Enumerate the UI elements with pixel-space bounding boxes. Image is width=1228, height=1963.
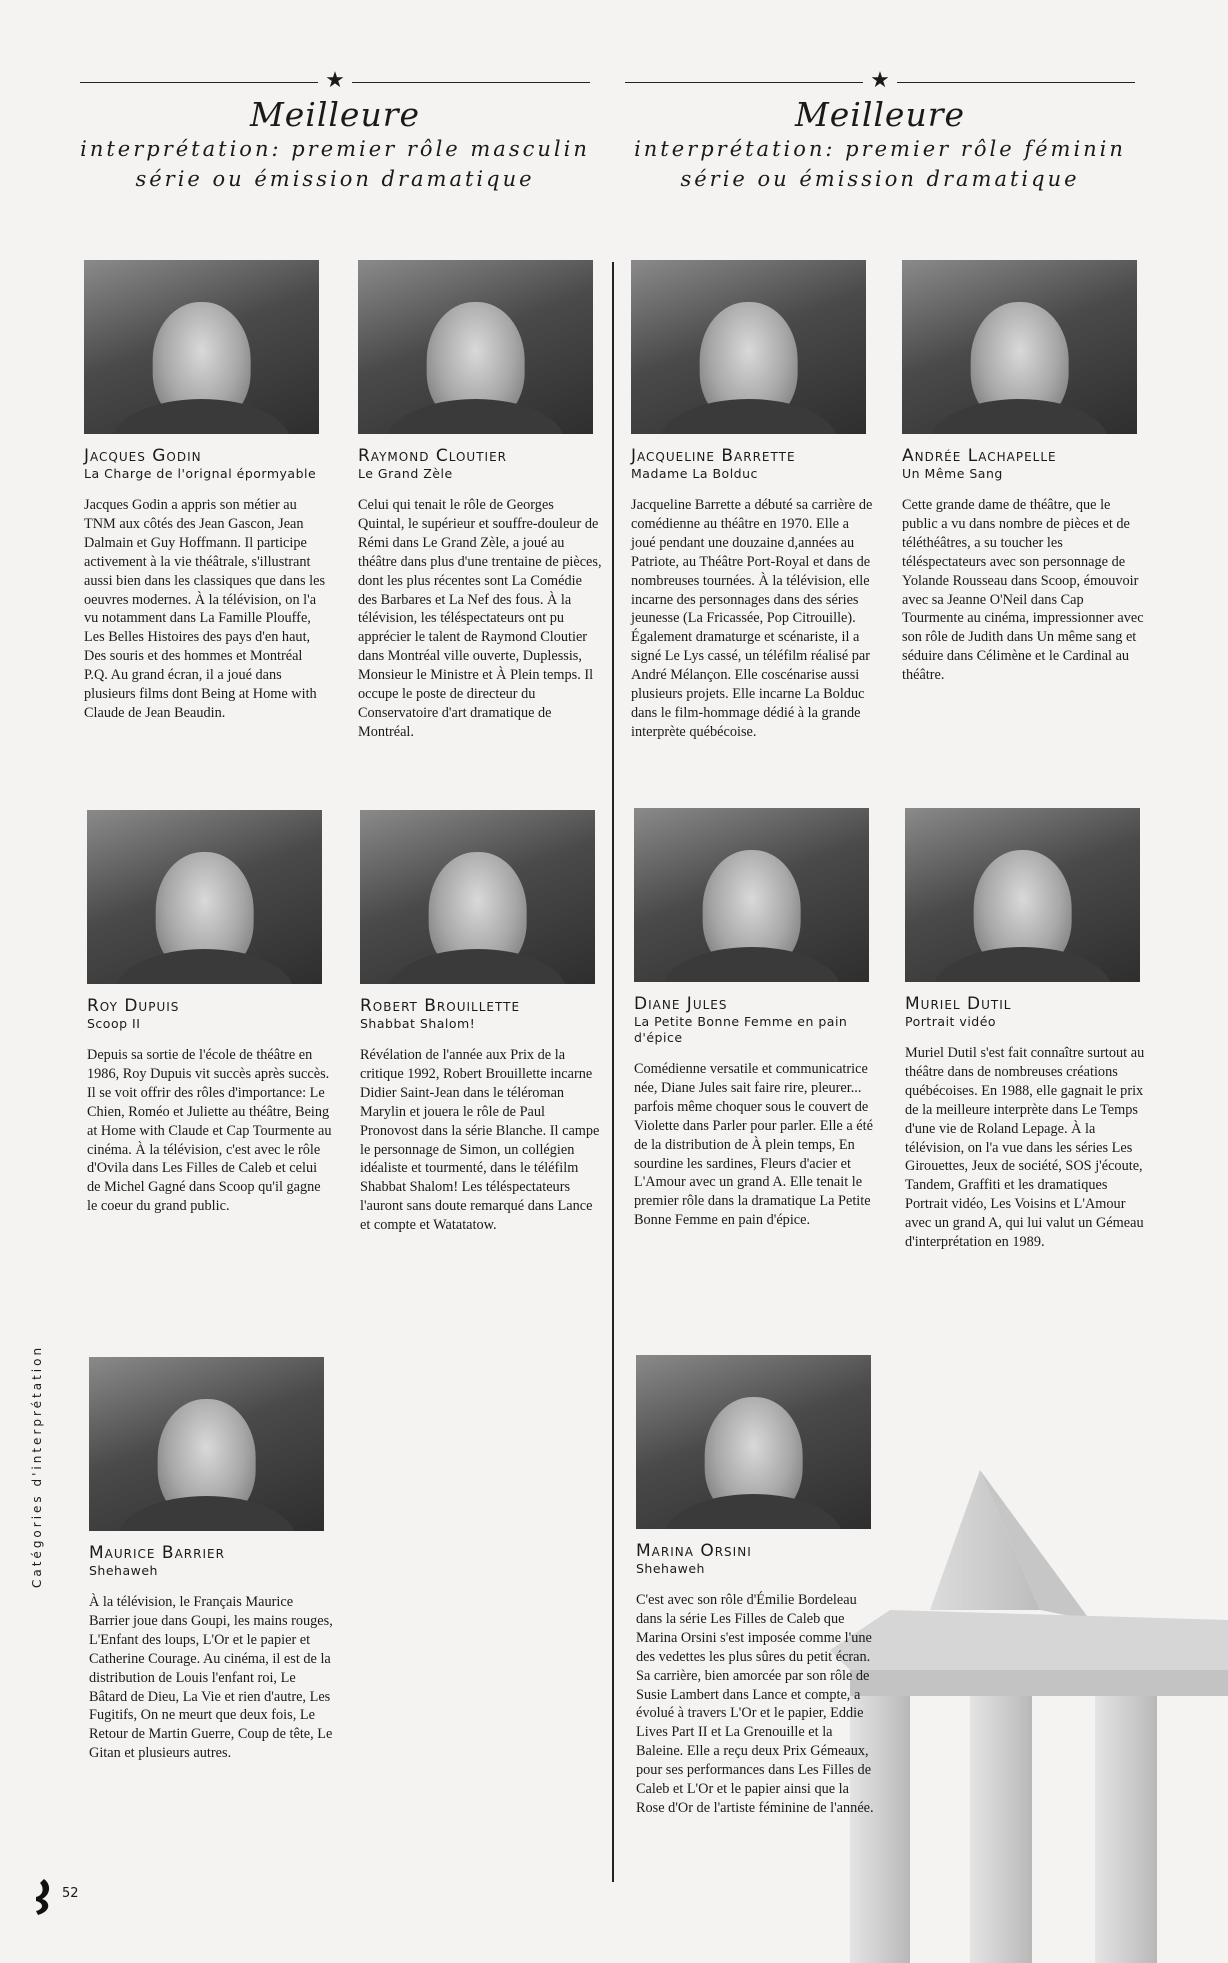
nominee-name: Jacques Godin (84, 446, 202, 466)
nominee-card (902, 260, 1147, 685)
portrait-photo (631, 260, 866, 434)
nominee-bio: Celui qui tenait le rôle de Georges Quintal, le supérieur et souffre-douleur de Rémi dans Le Grand Zèle, a joué au théâtre dans plus d'une trentaine de pièces, dont les plus récentes sont La Comédie des Barbares et La Nef des fous. À la télévision, les téléspectateurs ont pu apprécier le talent de Raymond Cloutier dans Montréal ville ouverte, Duplessis, Monsieur le Ministre et À Plein temps. Il occupe le poste de directeur du Conservatoire d'art dramatique de Montréal. (358, 497, 602, 740)
nominee-show: Le Grand Zèle (358, 466, 453, 481)
section-title: Meilleure (794, 95, 966, 134)
portrait-photo (360, 810, 595, 984)
nominee-name: Muriel Dutil (905, 994, 1012, 1014)
nominee-name: Raymond Cloutier (358, 446, 507, 466)
nominee-bio: Jacqueline Barrette a débuté sa carrière de comédienne au théâtre en 1970. Elle a joué pendant une douzaine d,années au Patriote, au Théâtre Port-Royal et dans de nombreuses tournées. À la télévision, elle incarne des personnages dans des séries jeunesse (La Fricassée, Pop Citrouille). Également dramaturge et scénariste, il a signé Le Lys cassé, un téléfilm réalisé par André Mélançon. Elle coscénarise aussi plusieurs projets. Elle incarne La Bolduc dans le film-hommage dédié à la grande interprète québécoise. (631, 497, 873, 740)
column-divider (612, 262, 614, 1882)
nominee-bio: À la télévision, le Français Maurice Barrier joue dans Goupi, les mains rouges, L'Enfant des loups, L'Or et le papier et Catherine Courage. Au cinéma, il est de la distribution de Louis l'enfant roi, Le Bâtard de Dieu, La Vie et rien d'autre, Les Fugitifs, On ne meurt que deux fois, Le Retour de Martin Guerre, Coup de tête, Le Gitan et plusieurs autres. (89, 1594, 333, 1762)
nominee-bio: Révélation de l'année aux Prix de la critique 1992, Robert Brouillette incarne Didier Saint-Jean dans le téléroman Marylin et jouera le rôle de Paul Pronovost dans la série Blanche. Il campe le personnage de Simon, un collégien idéaliste et tourmenté, dans le téléfilm Shabbat Shalom! Les téléspectateurs l'auront sans doute remarqué dans Lance et compte et Watatatow. (360, 1047, 600, 1234)
nominee-card (631, 260, 876, 742)
side-category-label: Catégories d'interprétation (30, 1344, 44, 1588)
nominee-show: La Petite Bonne Femme en pain d'épice (634, 1014, 848, 1045)
nominee-show: Scoop II (87, 1016, 141, 1031)
portrait-photo (89, 1357, 324, 1531)
nominee-card (634, 808, 879, 1230)
nominee-show: Shabbat Shalom! (360, 1016, 476, 1031)
section-header-male (80, 67, 590, 194)
nominee-bio: Depuis sa sortie de l'école de théâtre en 1986, Roy Dupuis vit succès après succès. Il se voit offrir des rôles d'importance: Le Chien, Roméo et Juliette au théâtre, Being at Home with Claude et Cap Tourmente au cinéma. À la télévision, c'est avec le rôle d'Ovila dans Les Filles de Caleb et celui de Michel Gagné dans Scoop qu'il gagne le coeur du grand public. (87, 1047, 332, 1215)
nominee-show: Shehaweh (89, 1563, 158, 1578)
section-title: Meilleure (249, 95, 421, 134)
nominee-card (87, 810, 332, 1216)
star-icon: ★ (325, 67, 345, 92)
page-number: 52 (62, 1886, 79, 1901)
star-icon: ★ (870, 67, 890, 92)
nominee-bio: C'est avec son rôle d'Émilie Bordeleau dans la série Les Filles de Caleb que Marina Orsini s'est imposée comme l'une des vedettes les plus sûres du petit écran. Sa carrière, bien amorcée par son rôle de Susie Lambert dans Lance et compte, a évolué à travers L'Or et le papier, Eddie Lives Part II et La Grenouille et la Baleine. Elle a reçu deux Prix Gémeaux, pour ses performances dans Les Filles de Caleb et L'Or et le papier ainsi que la Rose d'Or de l'artiste féminine de l'année. (636, 1592, 874, 1816)
nominee-bio: Jacques Godin a appris son métier au TNM aux côtés des Jean Gascon, Jean Dalmain et Guy Hoffmann. Il participe activement à la vie théâtrale, s'illustrant aussi bien dans les classiques que dans les oeuvres modernes. À la télévision, on l'a vu notamment dans La Famille Plouffe, Les Belles Histoires des pays d'en haut, Des souris et des hommes et Montréal P.Q. Au grand écran, il a joué dans plusieurs films dont Being at Home with Claude de Jean Beaudin. (84, 497, 326, 721)
section-mark-icon (30, 1877, 58, 1917)
nominee-name: Jacqueline Barrette (631, 446, 796, 466)
nominee-name: Roy Dupuis (87, 996, 180, 1016)
monument-illustration (830, 1470, 1228, 1963)
nominee-show: Un Même Sang (902, 466, 1003, 481)
portrait-photo (902, 260, 1137, 434)
nominee-name: Maurice Barrier (89, 1543, 225, 1563)
nominee-bio: Cette grande dame de théâtre, que le public a vu dans nombre de pièces et de téléthéâtres, a su toucher les téléspectateurs avec son personnage de Yolande Rousseau dans Scoop, émouvoir avec sa Jeanne O'Neil dans Cap Tourmente au cinéma, impressionner avec son rôle de Judith dans Un même sang et séduire dans Célimène et le Cardinal au théâtre. (902, 497, 1144, 684)
section-subtitle: interprétation: premier rôle féminin (634, 137, 1126, 161)
nominee-name: Marina Orsini (636, 1541, 752, 1561)
nominee-show: La Charge de l'orignal épormyable (84, 466, 317, 481)
nominee-bio: Comédienne versatile et communicatrice née, Diane Jules sait faire rire, pleurer... parfois même choquer sous le couvert de Violette dans Parler pour parler. Elle a été de la distribution de À plein temps, En sourdine les sardines, Fleurs d'acier et L'Amour avec un grand A. Elle tenait le premier rôle dans la dramatique La Petite Bonne Femme en pain d'épice. (634, 1061, 873, 1229)
nominee-card (84, 260, 329, 723)
section-header-female (625, 67, 1135, 194)
nominee-show: Madame La Bolduc (631, 466, 758, 481)
nominee-name: Robert Brouillette (360, 996, 521, 1016)
nominee-card (358, 260, 603, 742)
portrait-photo (358, 260, 593, 434)
section-subtitle: interprétation: premier rôle masculin (80, 137, 590, 161)
nominee-name: Diane Jules (634, 994, 728, 1014)
portrait-photo (634, 808, 869, 982)
portrait-photo (636, 1355, 871, 1529)
portrait-photo (87, 810, 322, 984)
nominee-card (905, 808, 1150, 1252)
nominee-card (636, 1355, 881, 1818)
nominee-show: Portrait vidéo (905, 1014, 997, 1029)
star-rule (80, 67, 590, 94)
nominee-bio: Muriel Dutil s'est fait connaître surtout au théâtre dans de nombreuses créations québécoises. En 1988, elle gagnait le prix de la meilleure interprète dans Le Temps d'une vie de Roland Lepage. À la télévision, on l'a vue dans les séries Les Girouettes, Jeux de société, SOS j'écoute, Tandem, Graffiti et les dramatiques Portrait vidéo, Les Voisins et L'Amour avec un grand A, qui lui valut un Gémeau d'interprétation en 1989. (905, 1045, 1145, 1251)
nominee-show: Shehaweh (636, 1561, 705, 1576)
section-subtitle: série ou émission dramatique (135, 167, 535, 191)
nominee-card (89, 1357, 334, 1763)
portrait-photo (84, 260, 319, 434)
nominee-card (360, 810, 605, 1235)
nominee-name: Andrée Lachapelle (902, 446, 1057, 466)
portrait-photo (905, 808, 1140, 982)
star-rule (625, 67, 1135, 94)
section-subtitle: série ou émission dramatique (680, 167, 1080, 191)
